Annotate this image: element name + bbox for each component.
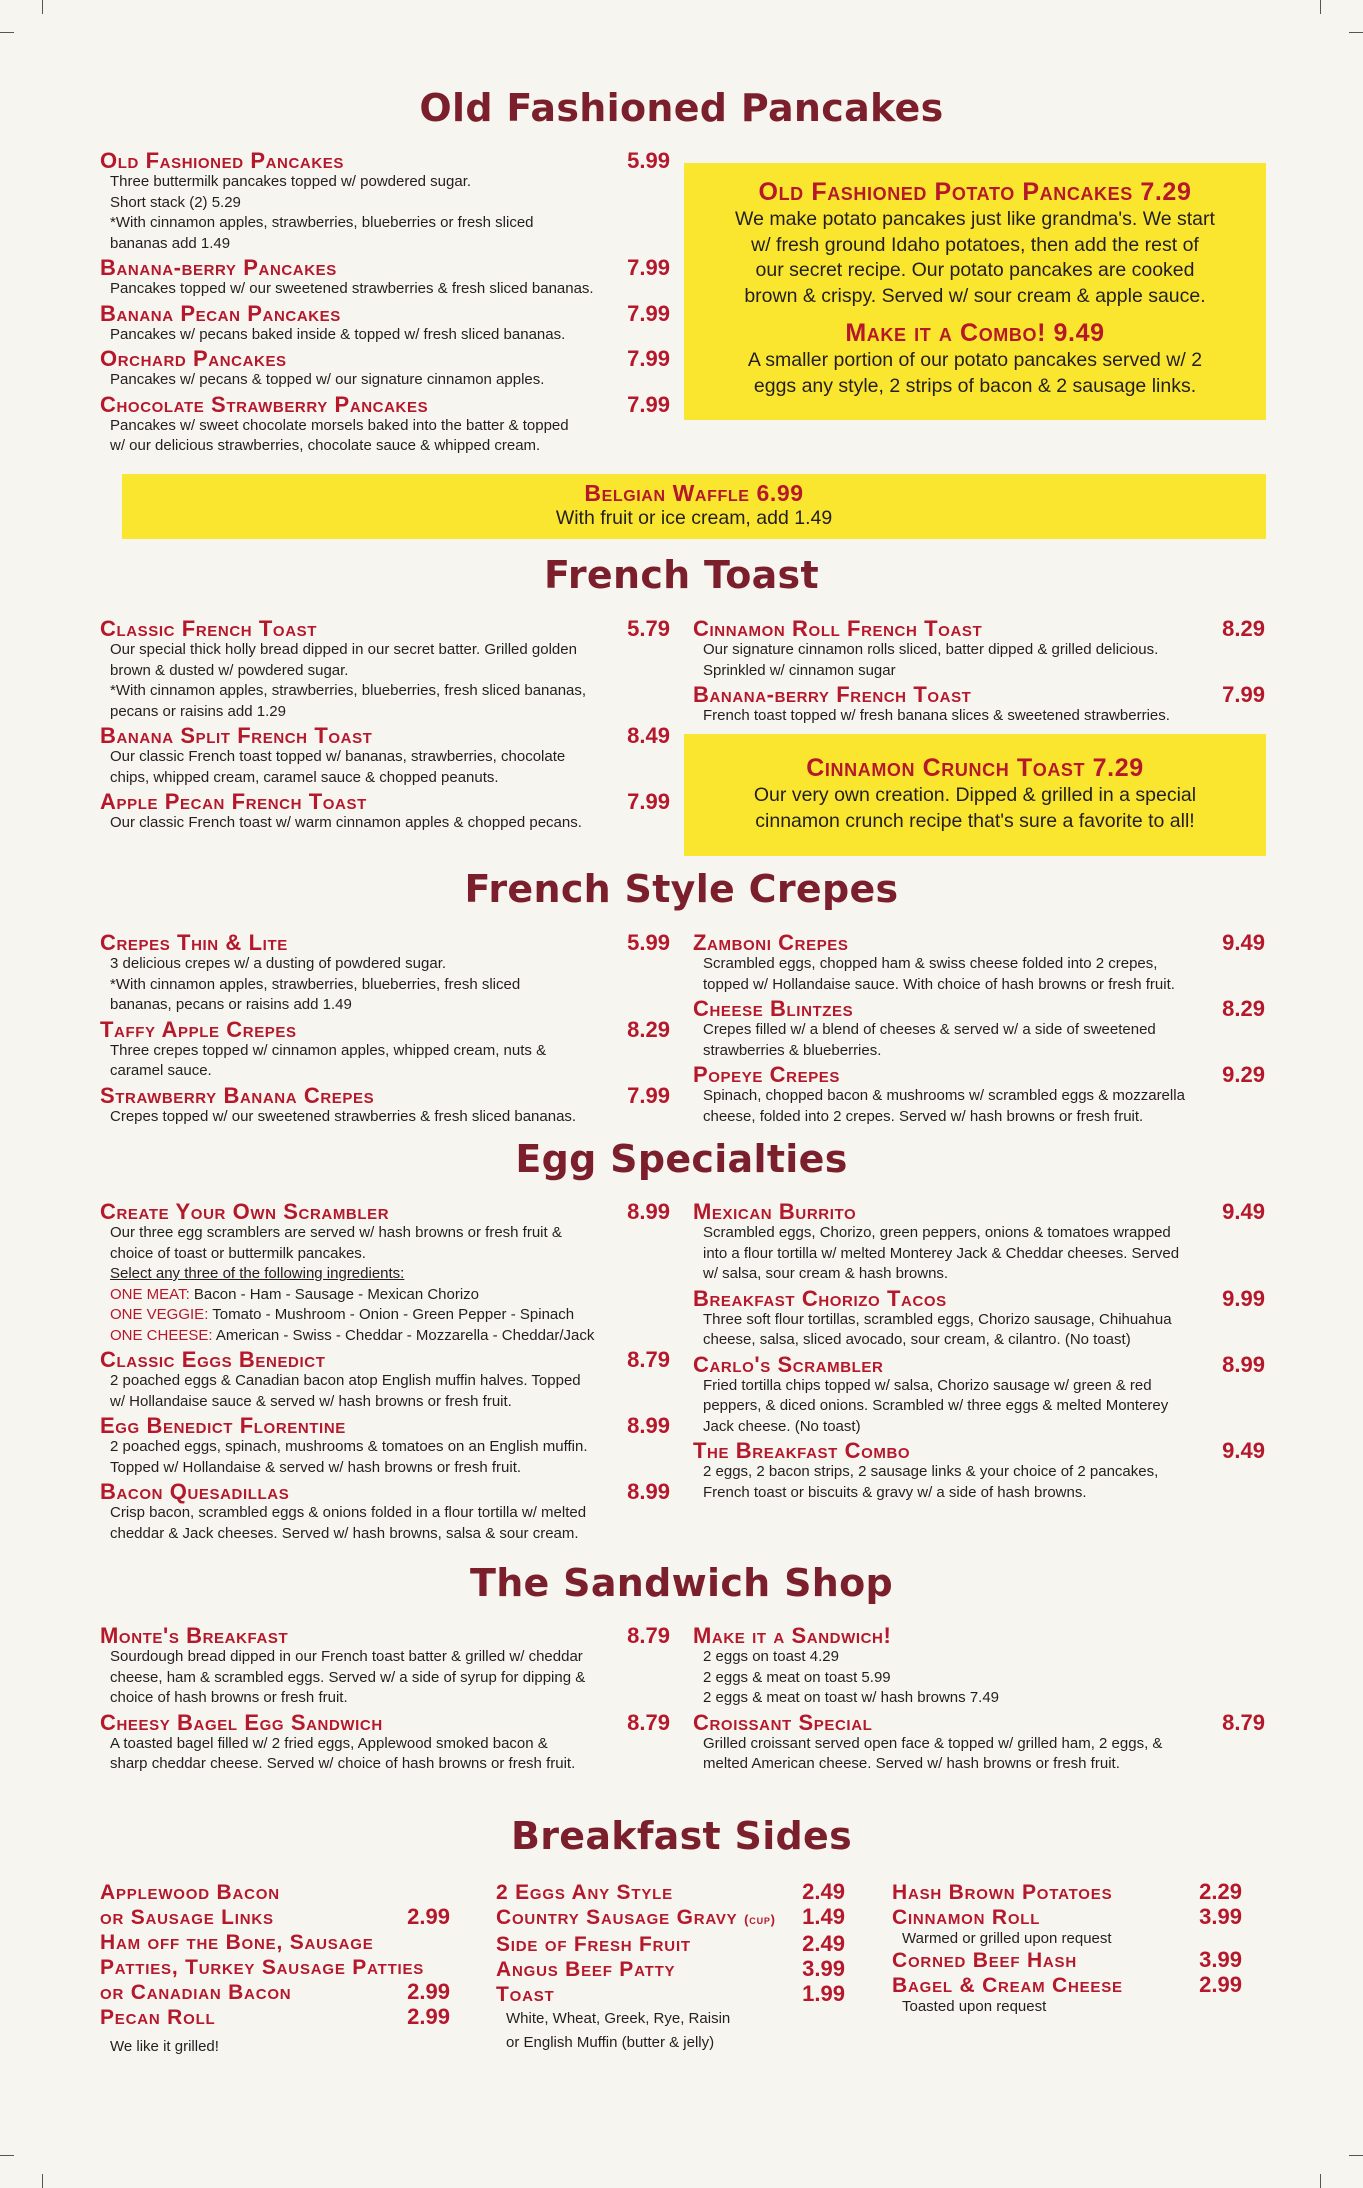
crop-mark xyxy=(1349,2155,1363,2156)
combo-title: Make it a Combo! 9.49 xyxy=(845,319,1105,347)
side-item: Pecan Roll 2.99 xyxy=(100,2004,450,2029)
side-item: Ham off the Bone, Sausage xyxy=(100,1931,374,1954)
box-text: Our very own creation. Dipped & grilled in a special cinnamon crunch recipe that's sure a favorite to all! xyxy=(753,784,1197,832)
menu-item xyxy=(100,300,670,346)
item-price: 8.99 xyxy=(627,1199,670,1224)
item-price: 8.49 xyxy=(627,723,670,748)
side-item: Hash Brown Potatoes 2.29 xyxy=(892,1879,1242,1904)
item-name: Make it a Sandwich! xyxy=(693,1623,892,1648)
side-item: Bagel & Cream Cheese 2.99 xyxy=(892,1972,1242,1997)
item-desc: A toasted bagel filled w/ 2 fried eggs, Applewood smoked bacon & sharp cheddar cheese. Served w/ choice of hash browns or fresh fruit. xyxy=(110,1734,576,1772)
item-name: Old Fashioned Pancakes xyxy=(100,148,344,173)
option-meat: ONE MEAT: Bacon - Ham - Sausage - Mexican Chorizo xyxy=(110,1285,480,1303)
cinnamon-crunch-box xyxy=(684,734,1266,856)
item-price: 7.99 xyxy=(1222,682,1265,707)
item-name: Monte's Breakfast xyxy=(100,1623,289,1648)
menu-item xyxy=(100,1625,670,1709)
item-name: Banana-berry Pancakes xyxy=(100,255,337,280)
item-price: 8.79 xyxy=(627,1709,670,1735)
menu-item xyxy=(693,1201,1265,1285)
menu-item xyxy=(693,1625,1265,1709)
item-price: 8.29 xyxy=(627,1016,670,1042)
item-name: Classic French Toast xyxy=(100,616,317,641)
pancakes-list xyxy=(100,150,670,457)
item-price: 8.99 xyxy=(1222,1351,1265,1377)
item-price: 5.99 xyxy=(627,930,670,955)
menu-item xyxy=(100,1415,670,1478)
item-price: 8.79 xyxy=(627,1347,670,1372)
item-name: Cheese Blintzes xyxy=(693,996,854,1021)
side-item: or Canadian Bacon 2.99 xyxy=(100,1979,450,2004)
item-name: Apple Pecan French Toast xyxy=(100,789,367,814)
belgian-waffle-box xyxy=(122,474,1266,539)
select-note: Select any three of the following ingredients: xyxy=(110,1265,405,1282)
item-name: Egg Benedict Florentine xyxy=(100,1413,346,1438)
crop-mark xyxy=(42,2174,43,2188)
item-desc: Grilled croissant served open face & topped w/ grilled ham, 2 eggs, & melted American cheese. Served w/ hash browns or fresh fruit. xyxy=(703,1734,1163,1772)
side-item: or Sausage Links 2.99 xyxy=(100,1904,450,1929)
french-toast-left xyxy=(100,618,670,834)
item-desc: Our special thick holly bread dipped in our secret batter. Grilled golden brown & dusted w/ powdered sugar. *With cinnamon apples, strawberries, blueberries, fresh sliced bananas, pecans or raisins add 1.29 xyxy=(110,641,587,720)
menu-item xyxy=(693,1285,1265,1351)
menu-item xyxy=(100,391,670,457)
item-desc: 2 poached eggs, spinach, mushrooms & tomatoes on an English muffin. Topped w/ Hollandaise & served w/ hash browns or fresh fruit. xyxy=(110,1438,588,1476)
crop-mark xyxy=(1349,32,1363,33)
item-desc: Spinach, chopped bacon & mushrooms w/ scrambled eggs & mozzarella cheese, folded into 2 crepes. Served w/ hash browns or fresh fruit. xyxy=(703,1087,1185,1125)
item-price: 7.99 xyxy=(627,255,670,280)
item-name: Cheesy Bagel Egg Sandwich xyxy=(100,1709,383,1735)
box-text: With fruit or ice cream, add 1.49 xyxy=(555,507,833,529)
item-desc: Pancakes w/ pecans baked inside & topped w/ fresh sliced bananas. xyxy=(110,325,566,343)
item-desc: Three buttermilk pancakes topped w/ powdered sugar. Short stack (2) 5.29 *With cinnamon apples, strawberries, blueberries or fresh sliced bananas add 1.49 xyxy=(110,173,534,252)
item-name: Banana-berry French Toast xyxy=(693,682,972,707)
side-item: Country Sausage Gravy (cup) 1.49 xyxy=(496,1904,845,1929)
item-desc: Scrambled eggs, Chorizo, green peppers, onions & tomatoes wrapped into a flour tortilla w/ melted Monterey Jack & Cheddar cheeses. Served w/ salsa, sour cream & hash browns. xyxy=(703,1224,1180,1282)
crop-mark xyxy=(0,32,14,33)
crop-mark xyxy=(42,0,43,14)
crop-mark xyxy=(1320,2174,1321,2188)
menu-item xyxy=(100,150,670,254)
sandwich-right xyxy=(693,1625,1265,1775)
item-name: Breakfast Chorizo Tacos xyxy=(693,1285,947,1311)
item-price: 8.79 xyxy=(1222,1709,1265,1735)
item-price: 8.29 xyxy=(1222,616,1265,641)
item-price: 5.79 xyxy=(627,616,670,641)
item-price: 9.99 xyxy=(1222,1285,1265,1311)
item-name: Popeye Crepes xyxy=(693,1062,841,1087)
side-item: 2 Eggs Any Style 2.49 xyxy=(496,1879,845,1904)
menu-item xyxy=(100,618,670,722)
item-desc: Three soft flour tortillas, scrambled eggs, Chorizo sausage, Chihuahua cheese, salsa, sliced avocado, sour cream, & cilantro. (No toast) xyxy=(703,1310,1172,1348)
side-item: Applewood Bacon xyxy=(100,1881,280,1904)
menu-item xyxy=(693,932,1265,995)
option-veggie: ONE VEGGIE: Tomato - Mushroom - Onion - Green Pepper - Spinach xyxy=(110,1306,575,1323)
crop-mark xyxy=(0,2155,14,2156)
menu-item xyxy=(100,1709,670,1775)
item-price: 5.99 xyxy=(627,148,670,173)
item-desc: Our classic French toast w/ warm cinnamon apples & chopped pecans. xyxy=(110,814,582,831)
menu-item xyxy=(100,1082,670,1128)
option-cheese: ONE CHEESE: American - Swiss - Cheddar - Mozzarella - Cheddar/Jack xyxy=(110,1326,595,1344)
box-title: Cinnamon Crunch Toast 7.29 xyxy=(806,754,1144,782)
crop-mark xyxy=(1320,0,1321,14)
side-note: We like it grilled! xyxy=(110,2038,219,2055)
item-name: Strawberry Banana Crepes xyxy=(100,1082,375,1108)
section-title-pancakes: Old Fashioned Pancakes xyxy=(419,86,944,130)
side-item: Patties, Turkey Sausage Patties xyxy=(100,1956,425,1979)
potato-pancakes-box xyxy=(684,163,1266,420)
item-price: 9.29 xyxy=(1222,1062,1265,1087)
item-name: Banana Pecan Pancakes xyxy=(100,300,341,326)
menu-item xyxy=(100,257,670,300)
item-price: 7.99 xyxy=(627,789,670,814)
item-price: 7.99 xyxy=(627,346,670,371)
item-name: Taffy Apple Crepes xyxy=(100,1016,297,1042)
side-note: Toasted upon request xyxy=(902,1998,1047,2015)
item-desc: Fried tortilla chips topped w/ salsa, Chorizo sausage w/ green & red peppers, & diced onions. Scrambled w/ three eggs & melted Monterey Jack cheese. (No toast) xyxy=(703,1376,1169,1435)
item-name: The Breakfast Combo xyxy=(693,1438,911,1463)
item-name: Crepes Thin & Lite xyxy=(100,930,288,955)
item-name: Orchard Pancakes xyxy=(100,346,287,371)
box-title: Belgian Waffle 6.99 xyxy=(584,480,804,506)
sides-col-3 xyxy=(892,1880,1242,2016)
side-note: Warmed or grilled upon request xyxy=(902,1930,1112,1947)
item-name: Carlo's Scrambler xyxy=(693,1351,884,1377)
menu-item xyxy=(100,348,670,391)
eggs-left xyxy=(100,1201,670,1544)
section-title-eggs: Egg Specialties xyxy=(515,1137,848,1181)
item-name: Banana Split French Toast xyxy=(100,723,373,748)
menu-item xyxy=(100,1481,670,1544)
section-title-sides: Breakfast Sides xyxy=(510,1814,853,1858)
item-price: 9.49 xyxy=(1222,930,1265,955)
item-desc: 2 eggs, 2 bacon strips, 2 sausage links & your choice of 2 pancakes, French toast or biscuits & gravy w/ a side of hash browns. xyxy=(703,1463,1159,1501)
item-desc: Our three egg scramblers are served w/ hash browns or fresh fruit & choice of toast or buttermilk pancakes. Select any three of the following ingredients: ONE MEAT: Bacon - Ham - Sausage - Mexican Chorizo ONE VEGGIE: Tomato - Mushroom - Onion - Green Pepper - Spinach ONE CHEESE: American - Swiss - Cheddar - Mozzarella - Cheddar/Jack xyxy=(100,1223,670,1346)
item-name: Croissant Special xyxy=(693,1709,873,1735)
side-item: Angus Beef Patty 3.99 xyxy=(496,1956,845,1981)
section-title-french-toast: French Toast xyxy=(544,553,819,597)
item-desc: Pancakes topped w/ our sweetened strawberries & fresh sliced bananas. xyxy=(110,280,594,297)
item-price: 7.99 xyxy=(627,300,670,326)
menu-item xyxy=(693,618,1265,681)
item-name: Chocolate Strawberry Pancakes xyxy=(100,391,429,417)
menu-item xyxy=(100,1016,670,1082)
menu-item xyxy=(100,1349,670,1412)
crepes-right xyxy=(693,932,1265,1127)
eggs-right xyxy=(693,1201,1265,1503)
item-desc: French toast topped w/ fresh banana slices & sweetened strawberries. xyxy=(703,707,1170,724)
side-item: Toast 1.99 xyxy=(496,1981,845,2006)
menu-item-scrambler xyxy=(100,1201,670,1346)
item-desc: 2 eggs on toast 4.29 2 eggs & meat on toast 5.99 2 eggs & meat on toast w/ hash browns 7.49 xyxy=(703,1648,1000,1706)
item-desc: Pancakes w/ sweet chocolate morsels baked into the batter & topped w/ our delicious strawberries, chocolate sauce & whipped cream. xyxy=(110,416,569,454)
sides-col-2 xyxy=(496,1880,845,2055)
item-desc: Crisp bacon, scrambled eggs & onions folded in a flour tortilla w/ melted cheddar & Jack cheeses. Served w/ hash browns, salsa & sour cream. xyxy=(110,1504,587,1542)
item-price: 8.29 xyxy=(1222,996,1265,1021)
menu-item xyxy=(100,932,670,1016)
item-desc: Scrambled eggs, chopped ham & swiss cheese folded into 2 crepes, topped w/ Hollandaise sauce. With choice of hash browns or fresh fruit. xyxy=(703,955,1175,993)
item-desc: Our signature cinnamon rolls sliced, batter dipped & grilled delicious. Sprinkled w/ cinnamon sugar xyxy=(703,641,1159,679)
french-toast-right xyxy=(693,618,1265,727)
item-price: 9.49 xyxy=(1222,1199,1265,1224)
item-price: 7.99 xyxy=(627,391,670,417)
side-item: Corned Beef Hash 3.99 xyxy=(892,1947,1242,1972)
item-desc: 2 poached eggs & Canadian bacon atop English muffin halves. Topped w/ Hollandaise sauce & served w/ hash browns or fresh fruit. xyxy=(110,1372,581,1410)
menu-item xyxy=(693,1351,1265,1438)
box-text: We make potato pancakes just like grandma's. We start w/ fresh ground Idaho potatoes, then add the rest of our secret recipe. Our potato pancakes are cooked brown & crispy. Served w/ sour cream & apple sauce. xyxy=(735,208,1215,307)
item-name: Mexican Burrito xyxy=(693,1199,857,1224)
box-title: Old Fashioned Potato Pancakes 7.29 xyxy=(758,178,1192,206)
item-price: 9.49 xyxy=(1222,1438,1265,1463)
item-name: Classic Eggs Benedict xyxy=(100,1347,326,1372)
item-desc: Our classic French toast topped w/ bananas, strawberries, chocolate chips, whipped cream, caramel sauce & chopped peanuts. xyxy=(110,748,566,786)
combo-text: A smaller portion of our potato pancakes served w/ 2 eggs any style, 2 strips of bacon & 2 sausage links. xyxy=(747,349,1203,397)
item-price: 8.99 xyxy=(627,1479,670,1504)
item-desc: Three crepes topped w/ cinnamon apples, whipped cream, nuts & caramel sauce. xyxy=(110,1041,547,1079)
item-name: Bacon Quesadillas xyxy=(100,1479,290,1504)
item-name: Cinnamon Roll French Toast xyxy=(693,616,983,641)
item-price: 7.99 xyxy=(627,1082,670,1108)
item-price: 8.79 xyxy=(627,1623,670,1648)
menu-item xyxy=(693,998,1265,1061)
section-title-sandwich: The Sandwich Shop xyxy=(469,1561,893,1605)
menu-item xyxy=(100,791,670,834)
menu-item xyxy=(693,1064,1265,1127)
item-desc: Crepes filled w/ a blend of cheeses & served w/ a side of sweetened strawberries & blueberries. xyxy=(703,1021,1156,1059)
item-desc: Crepes topped w/ our sweetened strawberries & fresh sliced bananas. xyxy=(110,1107,577,1125)
crepes-left xyxy=(100,932,670,1127)
menu-item xyxy=(693,1709,1265,1775)
item-name: Create Your Own Scrambler xyxy=(100,1199,390,1224)
sides-col-1 xyxy=(100,1880,450,2059)
side-item: Cinnamon Roll 3.99 xyxy=(892,1904,1242,1929)
menu-item xyxy=(693,684,1265,727)
item-desc: Sourdough bread dipped in our French toast batter & grilled w/ cheddar cheese, ham & scrambled eggs. Served w/ a side of syrup for dipping & choice of hash browns or fresh fruit. xyxy=(110,1648,586,1706)
item-price: 8.99 xyxy=(627,1413,670,1438)
item-desc: Pancakes w/ pecans & topped w/ our signature cinnamon apples. xyxy=(110,371,545,388)
menu-item xyxy=(693,1440,1265,1503)
item-name: Zamboni Crepes xyxy=(693,930,849,955)
section-title-crepes: French Style Crepes xyxy=(464,867,899,911)
side-note: White, Wheat, Greek, Rye, Raisin or English Muffin (butter & jelly) xyxy=(506,2010,731,2051)
menu-item xyxy=(100,725,670,788)
item-desc: 3 delicious crepes w/ a dusting of powdered sugar. *With cinnamon apples, strawberries, blueberries, fresh sliced bananas, pecans or raisins add 1.49 xyxy=(110,955,521,1013)
sandwich-left xyxy=(100,1625,670,1775)
side-item: Side of Fresh Fruit 2.49 xyxy=(496,1931,845,1956)
